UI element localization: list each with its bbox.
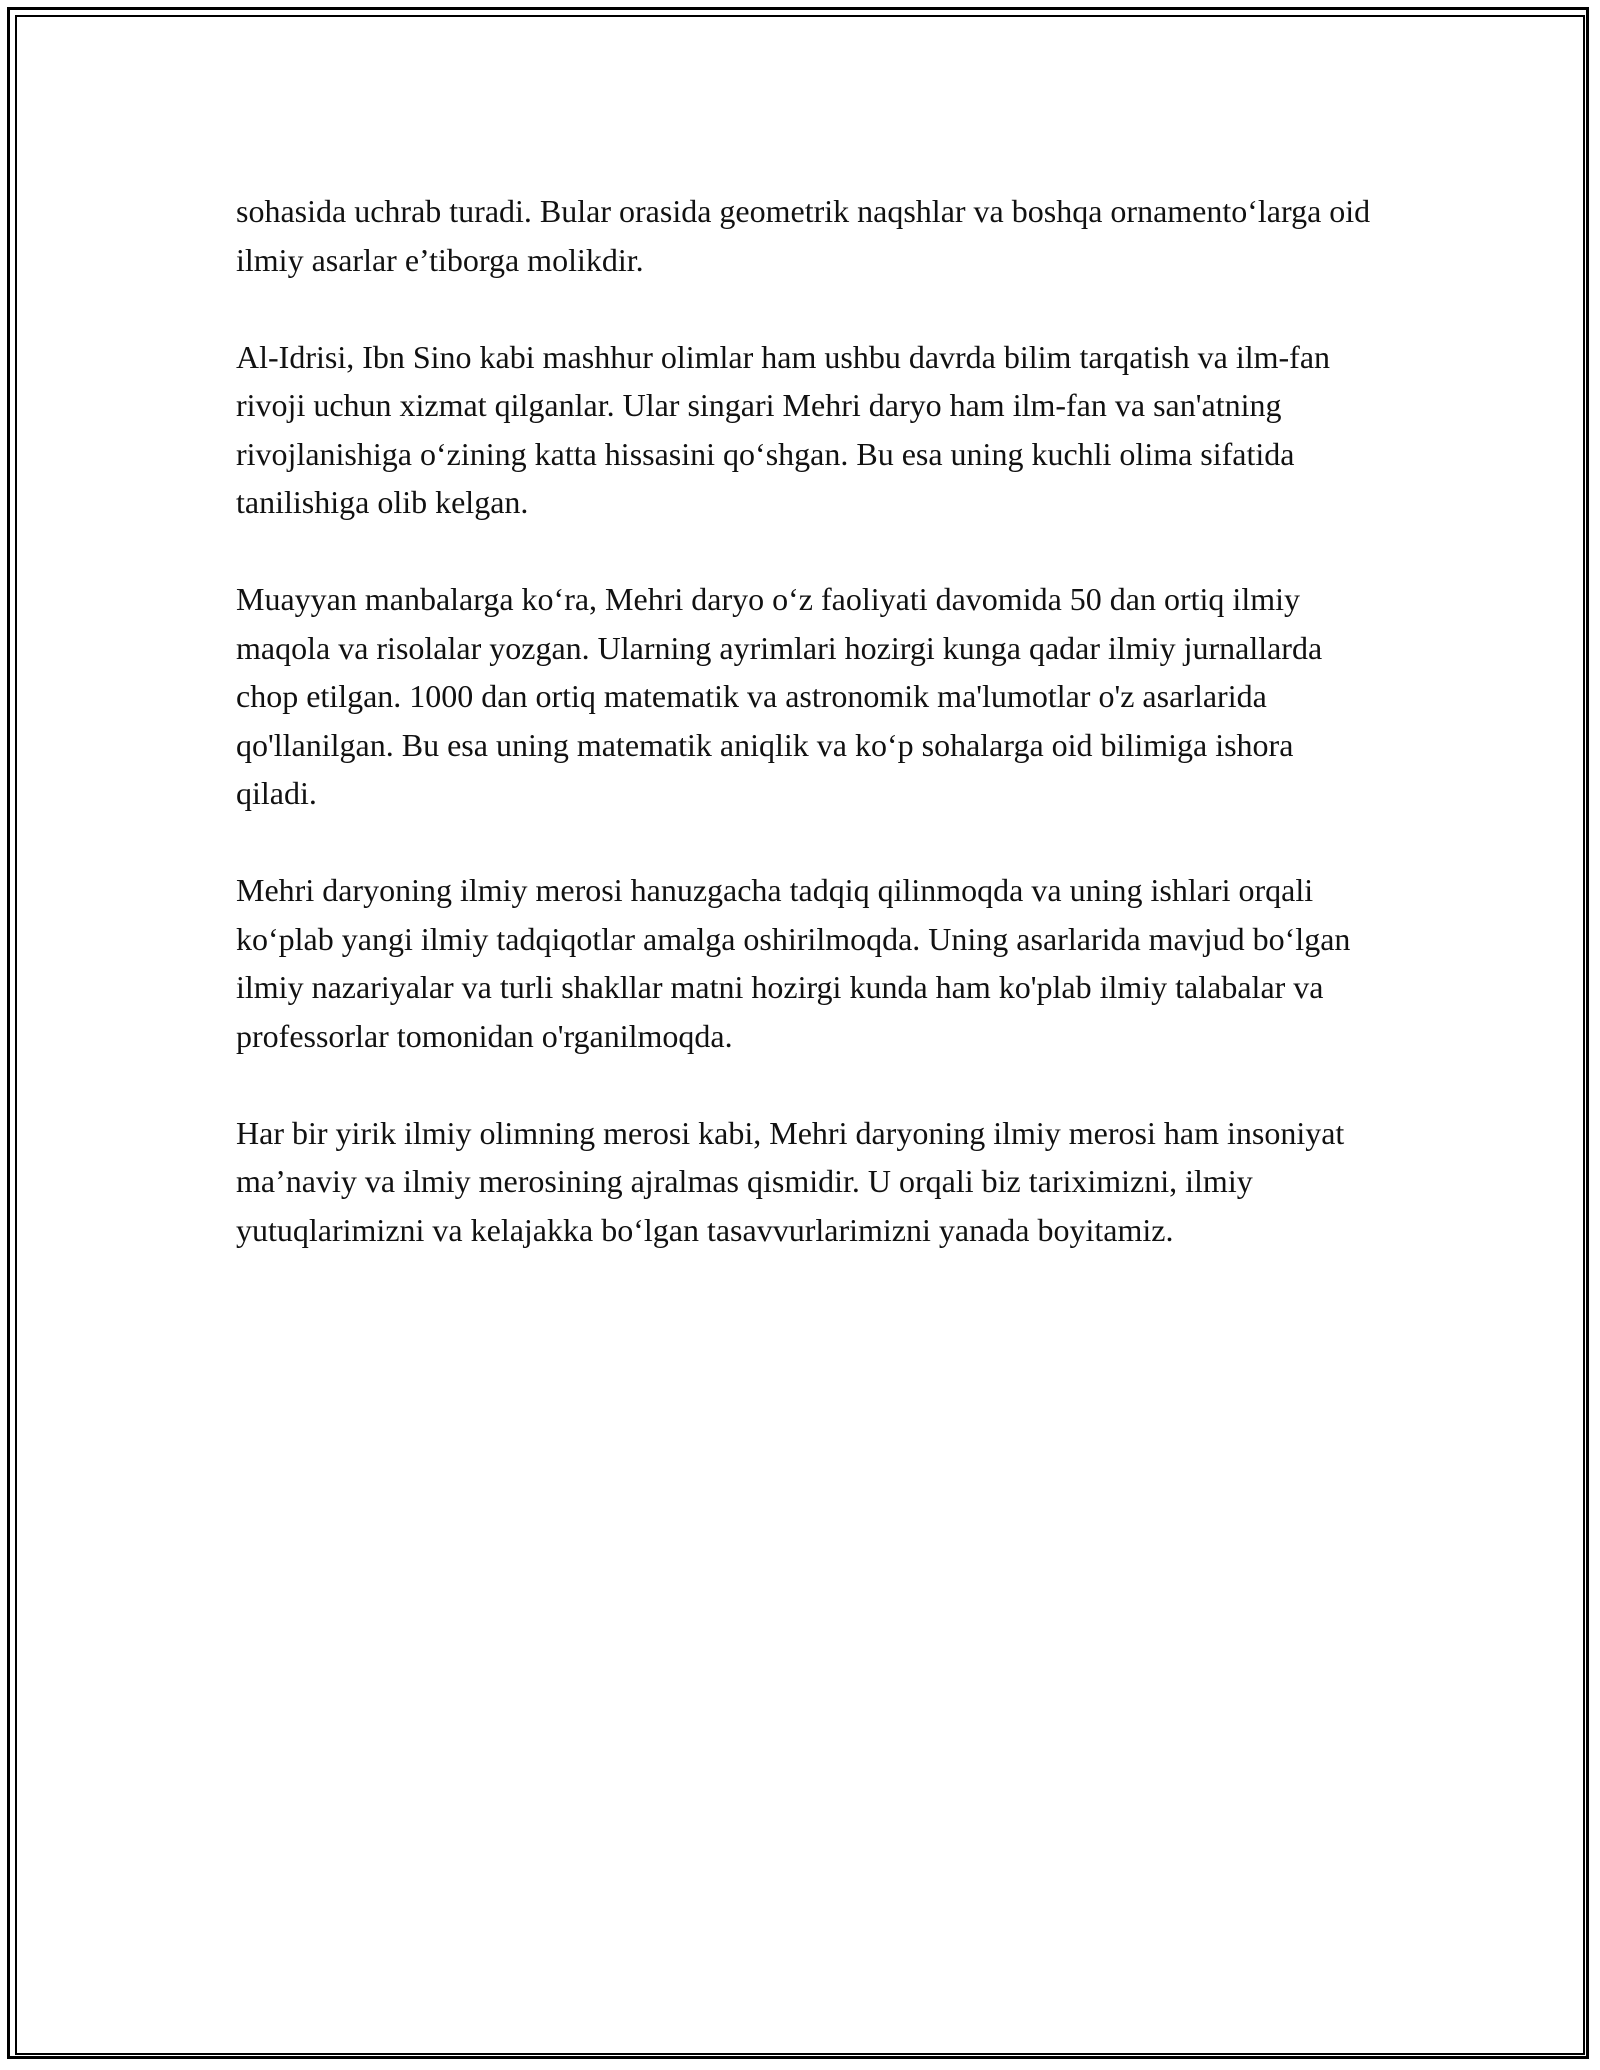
paragraph: Muayyan manbalarga ko‘ra, Mehri daryo o‘z faoliyati davomida 50 dan ortiq ilmiy maqola va risolalar yozgan. Ularning ayrimlari hozirgi kunga qadar ilmiy jurnallarda chop etilgan. 1000 dan ortiq matematik va astronomik ma'lumotlar o'z asarlarida qo'llanilgan. Bu esa uning matematik aniqlik va ko‘p sohalarga oid bilimiga ishora qiladi. (236, 581, 1323, 811)
paragraph: sohasida uchrab turadi. Bular orasida geometrik naqshlar va boshqa ornamento‘larga oid ilmiy asarlar e’tiborga molikdir. (236, 193, 1371, 278)
paragraph: Mehri daryoning ilmiy merosi hanuzgacha tadqiq qilinmoqda va uning ishlari orqali ko‘plab yangi ilmiy tadqiqotlar amalga oshirilmoqda. Uning asarlarida mavjud bo‘lgan ilmiy nazariyalar va turli shakllar matni hozirgi kunda ham ko'plab ilmiy talabalar va professorlar tomonidan o'rganilmoqda. (236, 872, 1351, 1054)
document-body (236, 187, 1376, 1303)
paragraph: Har bir yirik ilmiy olimning merosi kabi, Mehri daryoning ilmiy merosi ham insoniyat ma’naviy va ilmiy merosining ajralmas qismidir. U orqali biz tariximizni, ilmiy yutuqlarimizni va kelajakka bo‘lgan tasavvurlarimizni yanada boyitamiz. (236, 1114, 1345, 1248)
paragraph: Al-Idrisi, Ibn Sino kabi mashhur olimlar ham ushbu davrda bilim tarqatish va ilm-fan rivoji uchun xizmat qilganlar. Ular singari Mehri daryo ham ilm-fan va san'atning rivojlanishiga o‘zining katta hissasini qo‘shgan. Bu esa uning kuchli olima sifatida tanilishiga olib kelgan. (236, 338, 1331, 520)
